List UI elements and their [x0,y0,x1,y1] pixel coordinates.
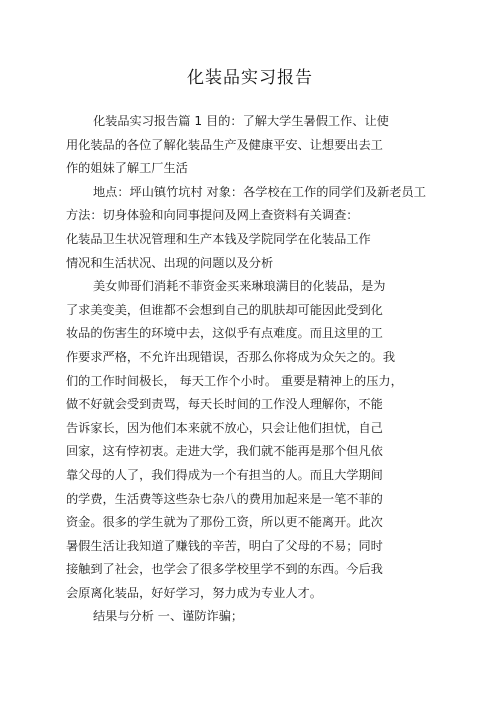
body-line: 美女帅哥们消耗不菲资金买来琳琅满目的化装品，是为 [93,279,386,294]
body-line: 暑假生活让我知道了赚钱的辛苦，明白了父母的不易；同时 [66,538,383,553]
body-line: 做不好就会受到责骂，每天长时间的工作没人理解你，不能 [66,397,383,412]
body-line: 作要求严格，不允许出现错误，否那么你将成为众矢之的。我 [66,349,396,364]
body-line: 化装品实习报告篇 1 目的：了解大学生暑假工作、让使 [93,114,389,128]
document-title: 化装品实习报告 [187,68,313,88]
body-line: 地点：坪山镇竹坑村 对象：各学校在工作的同学们及新老员工 [93,184,426,199]
body-line: 方法：切身体验和向同事提问及网上查资料有关调查： [66,208,359,223]
body-line: 用化装品的各位了解化装品生产及健康平安、让想要出去工 [66,137,383,152]
body-line: 接触到了社会，也学会了很多学校里学不到的东西。今后我 [66,562,383,577]
body-line: 回家，这有悖初衷。走进大学，我们就不能再是那个但凡依 [66,444,383,459]
body-line: 靠父母的人了，我们得成为一个有担当的人。而且大学期间 [66,467,383,482]
body-line: 资金。很多的学生就为了那份工资，所以更不能离开。此次 [66,515,383,530]
body-line: 了求美变美，但谁都不会想到自己的肌肤却可能因此受到化 [66,302,383,317]
body-line: 们的工作时间极长， 每天工作个小时。 重要是精神上的压力， [66,373,403,388]
body-line: 结果与分析 一、谨防诈骗； [93,609,244,624]
body-line: 告诉家长，因为他们本来就不放心，只会让他们担忧，自己 [66,420,383,435]
body-line: 化装品卫生状况管理和生产本钱及学院同学在化装品工作 [66,231,371,246]
body-line: 作的姐妹了解工厂生活 [66,161,188,176]
body-line: 的学费，生活费等这些杂七杂八的费用加起来是一笔不菲的 [66,491,383,506]
document-body [0,110,500,629]
body-line: 妆品的伤害生的环境中去，这似乎有点难度。而且这里的工 [66,326,383,341]
body-line: 情况和生活状况、出现的问题以及分析 [66,255,274,270]
body-line: 会原离化装品，好好学习，努力成为专业人才。 [66,585,322,600]
